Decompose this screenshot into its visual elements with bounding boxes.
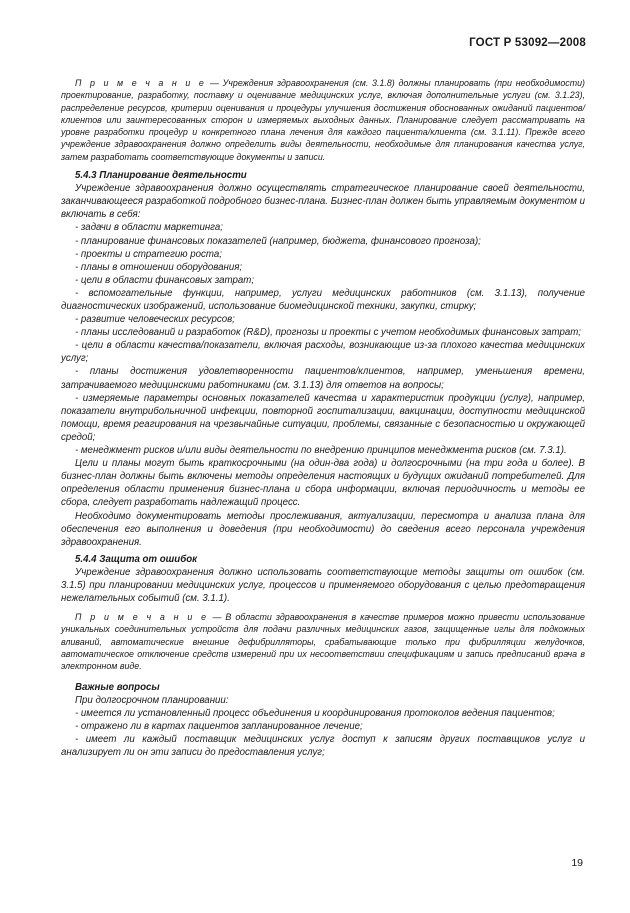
note-label: П р и м е ч а н и е: [75, 612, 209, 623]
note-text: — Учреждения здравоохранения (см. 3.1.8) должны планировать (при необходимости) проектирование, разработку, поставку и оценивание медицинских услуг, включая дополнительные услуги (см. 3.1.23), распределение ресурсов, критерии оценивания и процедуры улучшения достижения обоснованных ожиданий пациентов/клиентов или заинтересованных сторон и измеряемых выходных данных. Планирование следует рассматривать на уровне разработки процедур и конкретного плана лечения для каждого пациента/клиента (см. 3.1.11). Прежде всего учреждение здравоохранения должно определить виды деятельности, необходимые для планирования качества услуг, затем разработать соответствующие документы и записи.: [61, 78, 585, 162]
list-item: - цели в области финансовых затрат;: [75, 274, 255, 286]
list-item: - проекты и стратегию роста;: [75, 248, 222, 260]
question-item: - имеется ли установленный процесс объединения и координирования протоколов ведения пациентов;: [75, 707, 555, 719]
list-item: - цели в области качества/показатели, включая расходы, возникающие из-за плохого качества медицинских услуг;: [61, 340, 585, 365]
list-item: - задачи в области маркетинга;: [75, 222, 223, 234]
list-item: - вспомогательные функции, например, услуги медицинских работников (см. 3.1.13), получение диагностических изображений, использование биомедицинской техники, закупки, стирку;: [61, 287, 585, 313]
documentation-paragraph: Необходимо документировать методы прослеживания, актуализации, пересмотра и анализа плана для обеспечения его выполнения и доведения (при необходимости) до сведения всего персонала учреждения здравоохранения.: [61, 510, 585, 548]
list-item: - измеряемые параметры основных показателей качества и характеристик продукции (услуг), например, показатели внутрибольничной инфекции, повторной госпитализации, вакцинации, доступности медицинской помощи, время реагирования на чрезвычайные ситуации, проблемы, связанные с безопасностью и окружающей средой;: [61, 392, 585, 443]
section-heading-5-4-3: 5.4.3 Планирование деятельности: [75, 170, 247, 182]
page-number: 19: [571, 857, 583, 869]
page-content: [61, 77, 585, 759]
section-intro-paragraph: Учреждение здравоохранения должно осуществлять стратегическое планирование своей деятельности, заканчивающееся разработкой подробного бизнес-плана. Бизнес-план должен быть управляемым документом и включать в себя:: [61, 183, 585, 221]
section-heading-5-4-4: 5.4.4 Защита от ошибок: [75, 553, 198, 565]
question-item: - имеет ли каждый поставщик медицинских услуг доступ к записям других поставщиков услуг и анализирует ли он эти записи до предоставления услуг;: [61, 734, 585, 759]
question-item: - отражено ли в картах пациентов запланированное лечение;: [75, 720, 363, 732]
list-item: - планы достижения удовлетворенности пациентов/клиентов, например, уменьшения времени, затрачиваемого медицинскими работниками (см. 3.1.13) для ответов на вопросы;: [61, 366, 585, 391]
list-item: - планирование финансовых показателей (например, бюджета, финансового прогноза);: [75, 235, 481, 247]
goals-paragraph: Цели и планы могут быть краткосрочными (на один-два года) и долгосрочными (на три года и более). В бизнес-план должны быть включены методы определения настоящих и будущих ожиданий потребителей. Для определения области применения бизнес-плана и сбора информации, включая периодичность и методы ее сбора, следует разработать надлежащий процесс.: [61, 458, 585, 509]
list-item: - менеджмент рисков и/или виды деятельности по внедрению принципов менеджмента рисков (см. 7.3.1).: [75, 445, 567, 457]
note-paragraph: [61, 77, 585, 163]
list-item: - планы исследований и разработок (R&D), прогнозы и проекты с учетом необходимых финансовых затрат;: [75, 327, 581, 339]
note-label: П р и м е ч а н и е: [75, 78, 207, 88]
standard-code-header: ГОСТ Р 53092—2008: [469, 37, 586, 49]
important-questions-heading: Важные вопросы: [75, 681, 160, 693]
important-intro: При долгосрочном планировании:: [75, 694, 229, 706]
error-proofing-paragraph: Учреждение здравоохранения должно использовать соответствующие методы защиты от ошибок (см. 3.1.5) при планировании медицинских услуг, процессов и применяемого оборудования с целью предотвращения нежелательных событий (см. 3.1.1).: [61, 566, 585, 605]
note-paragraph: [61, 611, 585, 672]
list-item: - развитие человеческих ресурсов;: [75, 314, 235, 326]
note-text: — В области здравоохранения в качестве примеров можно привести использование уникальных соединительных устройств для подачи различных медицинских газов, защищенные иглы для подкожных вливаний, автоматические внешние дефибрилляторы, срабатывающие только при фибрилляции желудочков, автоматическое отключение средств измерений при их несоответствии спецификациям и запись предписаний врача в электронном виде.: [61, 612, 585, 672]
list-item: - планы в отношении оборудования;: [75, 261, 243, 273]
